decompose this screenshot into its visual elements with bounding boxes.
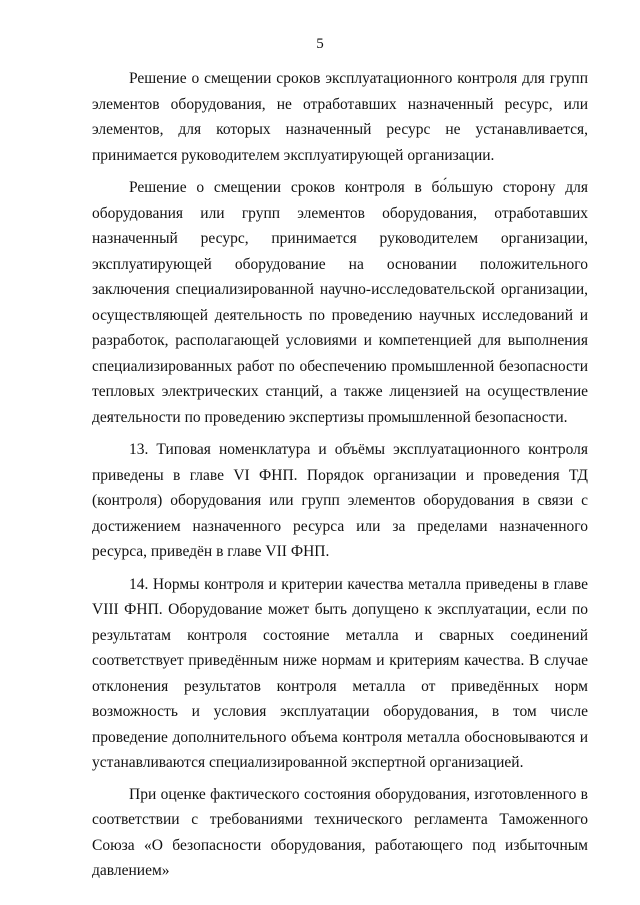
paragraph-shift-decision-unexpired: Решение о смещении сроков эксплуатационного контроля для групп элементов оборудования, не отработавших назначенный ресурс, или элементов, для которых назначенный ресурс не устанавливается, принимается руководителем эксплуатирующей организации. [92, 70, 588, 164]
page-number: 5 [316, 36, 324, 52]
paragraph-assessment: При оценке фактического состояния оборудования, изготовленного в соответствии с требованиями технического регламента Таможенного Союза «О безопасности оборудования, работающего под избыточным давлением» [92, 785, 588, 879]
paragraph-item-13: 13. Типовая номенклатура и объёмы эксплуатационного контроля приведены в главе VI ФНП. Порядок организации и проведения ТД (контроля) оборудования или групп элементов оборудования в связи с достижением назначенного ресурса или за пределами назначенного ресурса, приведён в главе VII ФНП. [92, 441, 588, 560]
paragraph-shift-decision-expired: Решение о смещении сроков контроля в бо́льшую сторону для оборудования или групп элементов оборудования, отработавших назначенный ресурс, принимается руководителем организации, эксплуатирующей оборудование на основании положительного заключения специализированной научно-исследовательской организации, осуществляющей деятельность по проведению научных исследований и разработок, располагающей условиями и компетенцией для выполнения специализированных работ по обеспечению промышленной безопасности тепловых электрических станций, а также лицензией на осуществление деятельности по проведению экспертизы промышленной безопасности. [92, 179, 588, 426]
paragraph-item-14: 14. Нормы контроля и критерии качества металла приведены в главе VIII ФНП. Оборудование может быть допущено к эксплуатации, если по результатам контроля состояние металла и сварных соединений соответствует приведённым ниже нормам и критериям качества. В случае отклонения результатов контроля металла от приведённых норм возможность и условия эксплуатации оборудования, в том числе проведение дополнительного объема контроля металла обосновываются и устанавливаются специализированной экспертной организацией. [92, 575, 588, 771]
document-body [92, 66, 588, 891]
